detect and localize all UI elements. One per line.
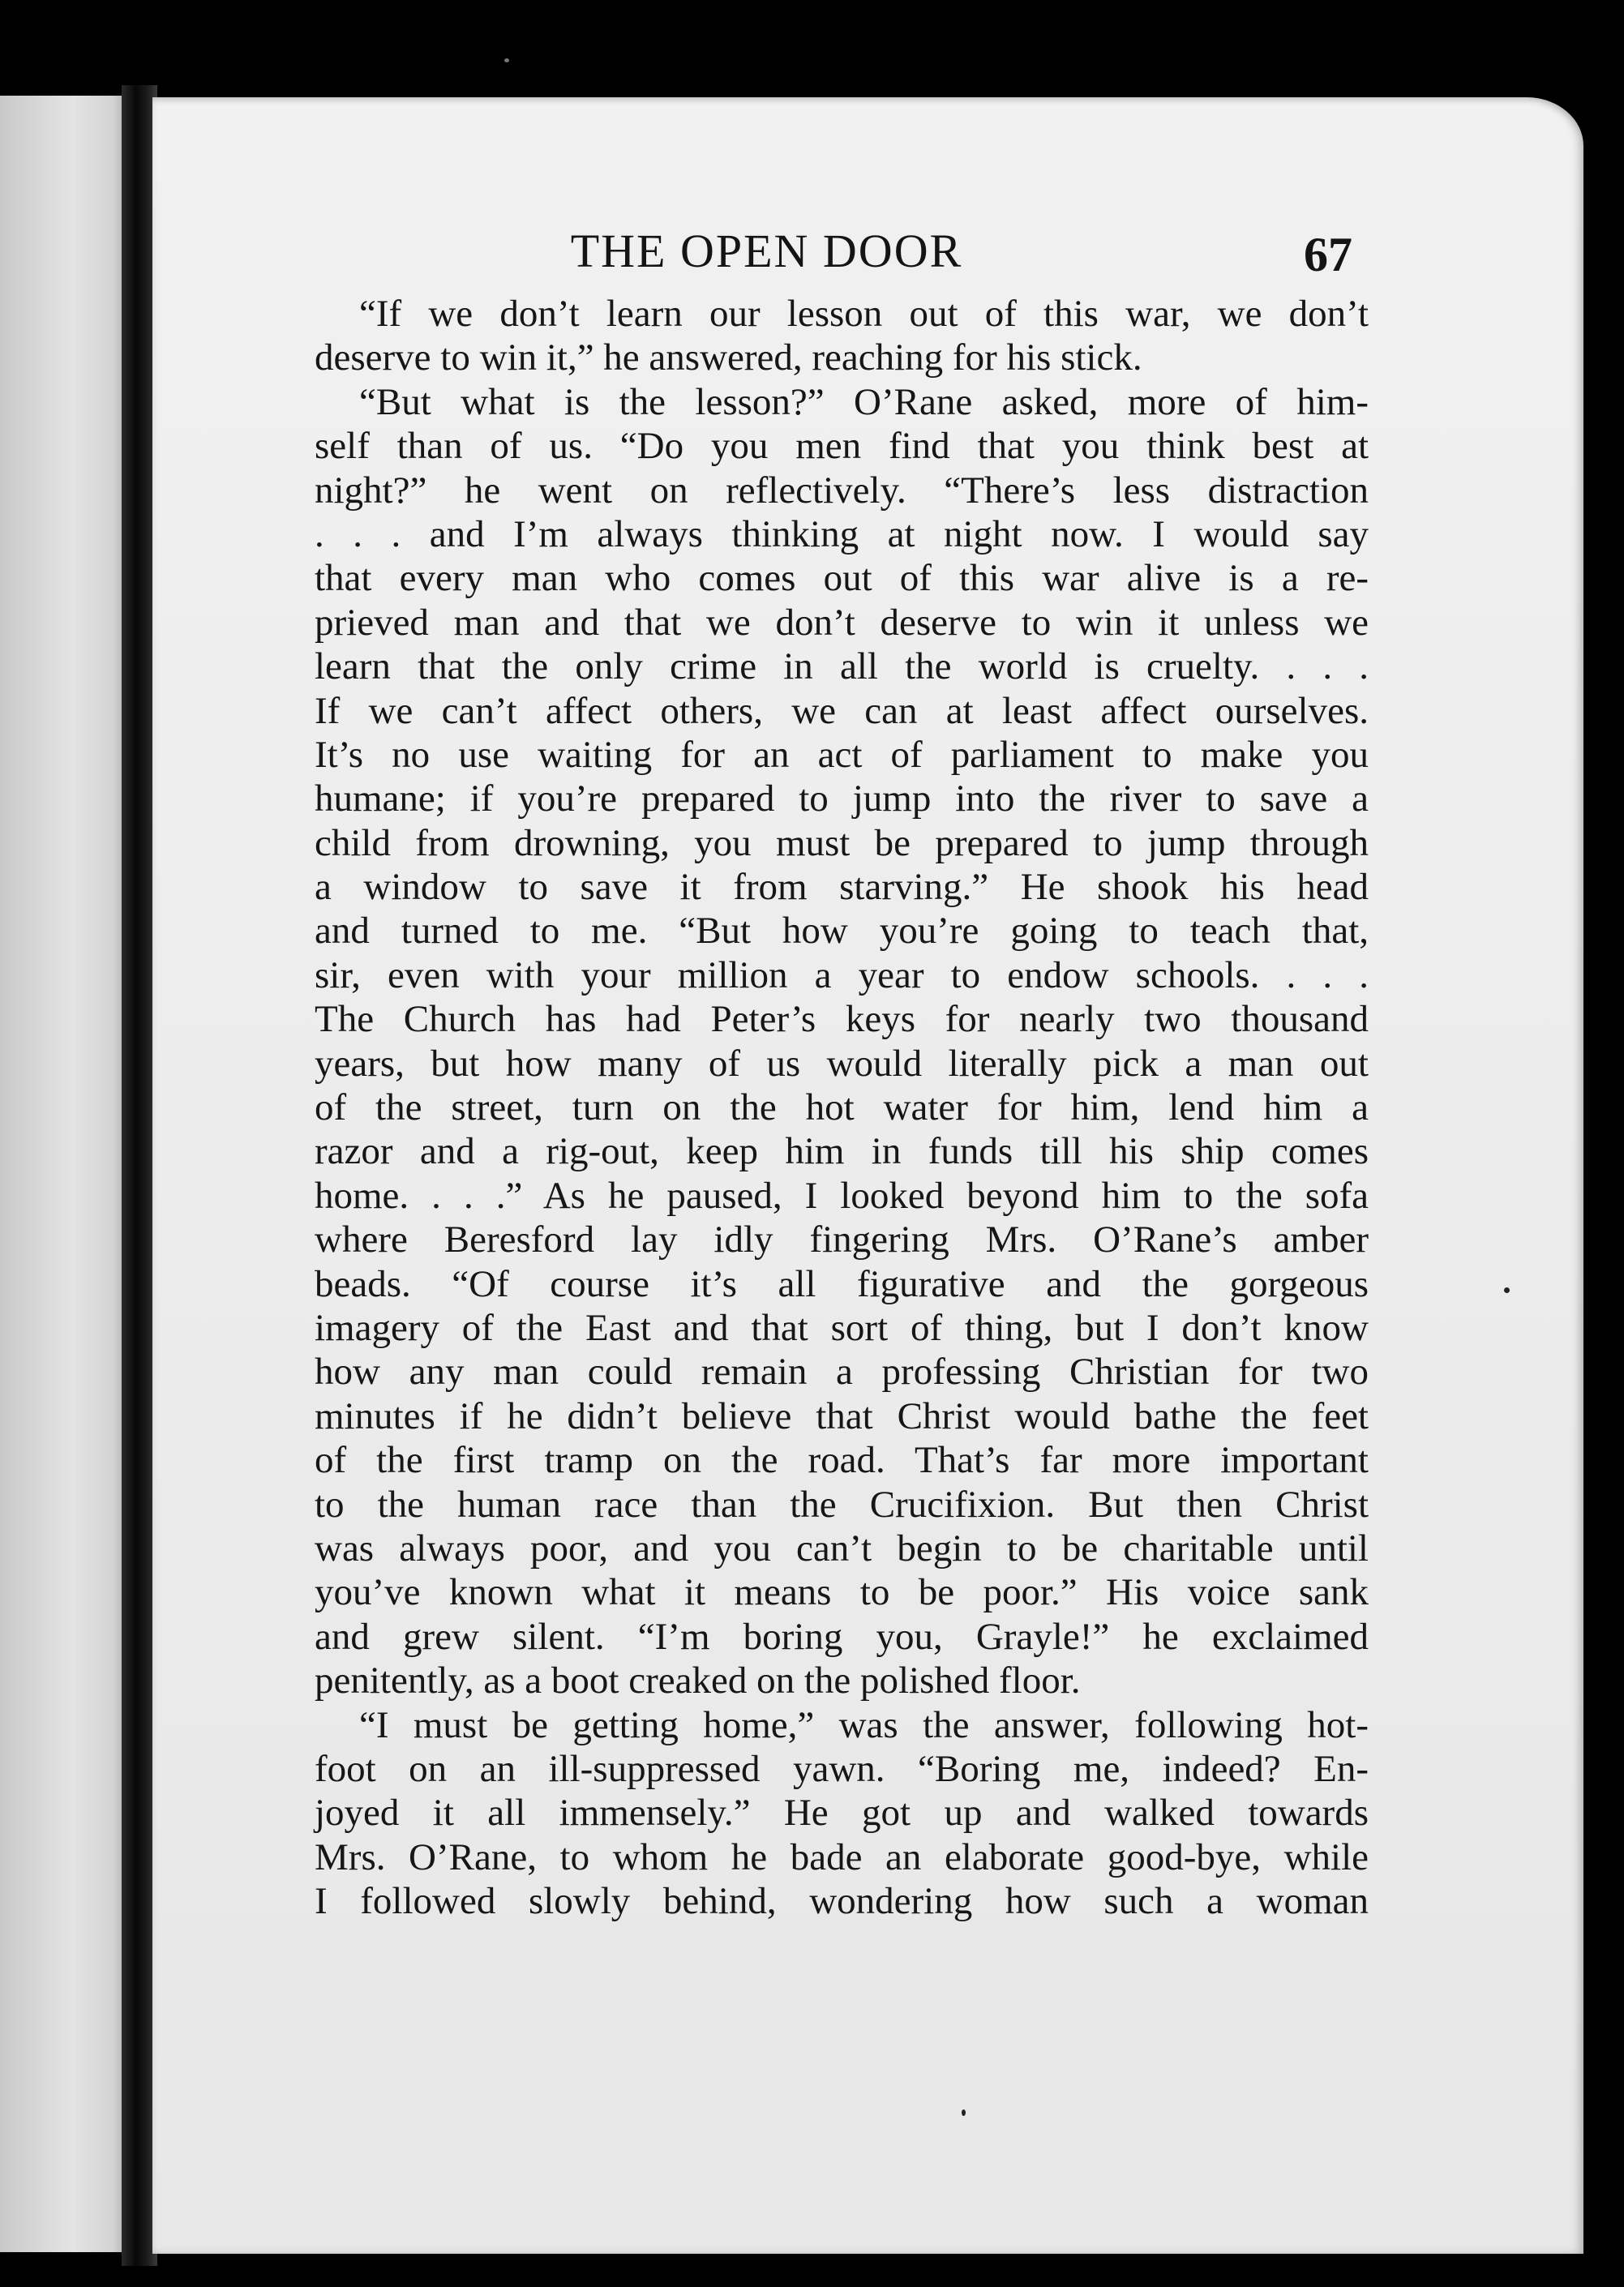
text-line: prieved man and that we don’t deserve to win it unless we bbox=[315, 601, 1369, 644]
dust-speck bbox=[504, 58, 509, 62]
page-number: 67 bbox=[1304, 228, 1352, 281]
text-line: “I must be getting home,” was the answer, following hot- bbox=[359, 1703, 1369, 1746]
text-line: joyed it all immensely.” He got up and walked towards bbox=[315, 1792, 1369, 1835]
text-line: Mrs. O’Rane, to whom he bade an elaborate good-bye, while bbox=[315, 1835, 1369, 1878]
text-line: and grew silent. “I’m boring you, Grayle!” he exclaimed bbox=[315, 1615, 1369, 1658]
text-line: sir, even with your million a year to endow schools. . . . bbox=[315, 953, 1369, 996]
text-line: beads. “Of course it’s all figurative and the gorgeous bbox=[315, 1262, 1369, 1305]
dust-speck bbox=[962, 2109, 966, 2116]
text-line: home. . . .” As he paused, I looked beyond him to the sofa bbox=[315, 1174, 1369, 1217]
text-line: years, but how many of us would literally pick a man out bbox=[315, 1042, 1369, 1085]
text-line: that every man who comes out of this war alive is a re- bbox=[315, 557, 1369, 600]
text-line: razor and a rig-out, keep him in funds till his ship comes bbox=[315, 1130, 1369, 1173]
text-line: learn that the only crime in all the world is cruelty. . . . bbox=[315, 645, 1369, 688]
facing-page-edge bbox=[0, 96, 134, 2252]
text-line: how any man could remain a professing Christian for two bbox=[315, 1351, 1369, 1394]
text-line: penitently, as a boot creaked on the polished floor. bbox=[315, 1660, 1081, 1702]
text-line: a window to save it from starving.” He shook his head bbox=[315, 866, 1369, 909]
text-line: was always poor, and you can’t begin to be charitable until bbox=[315, 1527, 1369, 1570]
text-line: where Beresford lay idly fingering Mrs. O’Rane’s amber bbox=[315, 1218, 1369, 1261]
text-line: self than of us. “Do you men find that you think best at bbox=[315, 425, 1369, 468]
text-line: deserve to win it,” he answered, reaching for his stick. bbox=[315, 336, 1142, 379]
dust-speck bbox=[1504, 1287, 1510, 1293]
running-head: THE OPEN DOOR bbox=[570, 225, 963, 277]
text-line: If we can’t affect others, we can at least affect ourselves. bbox=[315, 689, 1369, 732]
text-line: The Church has had Peter’s keys for nearly two thousand bbox=[315, 998, 1369, 1041]
text-line: “But what is the lesson?” O’Rane asked, more of him- bbox=[359, 380, 1369, 423]
text-line: you’ve known what it means to be poor.” His voice sank bbox=[315, 1571, 1369, 1614]
text-line: foot on an ill-suppressed yawn. “Boring me, indeed? En- bbox=[315, 1747, 1369, 1790]
text-line: of the street, turn on the hot water for him, lend him a bbox=[315, 1086, 1369, 1129]
text-line: I followed slowly behind, wondering how such a woman bbox=[315, 1880, 1369, 1923]
text-line: to the human race than the Crucifixion. But then Christ bbox=[315, 1483, 1369, 1526]
text-line: “If we don’t learn our lesson out of this war, we don’t bbox=[359, 293, 1369, 335]
text-line: of the first tramp on the road. That’s far more important bbox=[315, 1439, 1369, 1482]
text-line: imagery of the East and that sort of thing, but I don’t know bbox=[315, 1306, 1369, 1349]
page-header bbox=[152, 215, 1381, 288]
text-line: . . . and I’m always thinking at night now. I would say bbox=[315, 512, 1369, 555]
body-text bbox=[315, 292, 1369, 1923]
text-line: minutes if he didn’t believe that Christ would bathe the feet bbox=[315, 1394, 1369, 1437]
text-line: night?” he went on reflectively. “There’s less distraction bbox=[315, 469, 1369, 512]
text-line: It’s no use waiting for an act of parliament to make you bbox=[315, 733, 1369, 776]
text-line: and turned to me. “But how you’re going to teach that, bbox=[315, 910, 1369, 953]
text-line: humane; if you’re prepared to jump into the river to save a bbox=[315, 777, 1369, 820]
text-line: child from drowning, you must be prepared to jump through bbox=[315, 821, 1369, 864]
